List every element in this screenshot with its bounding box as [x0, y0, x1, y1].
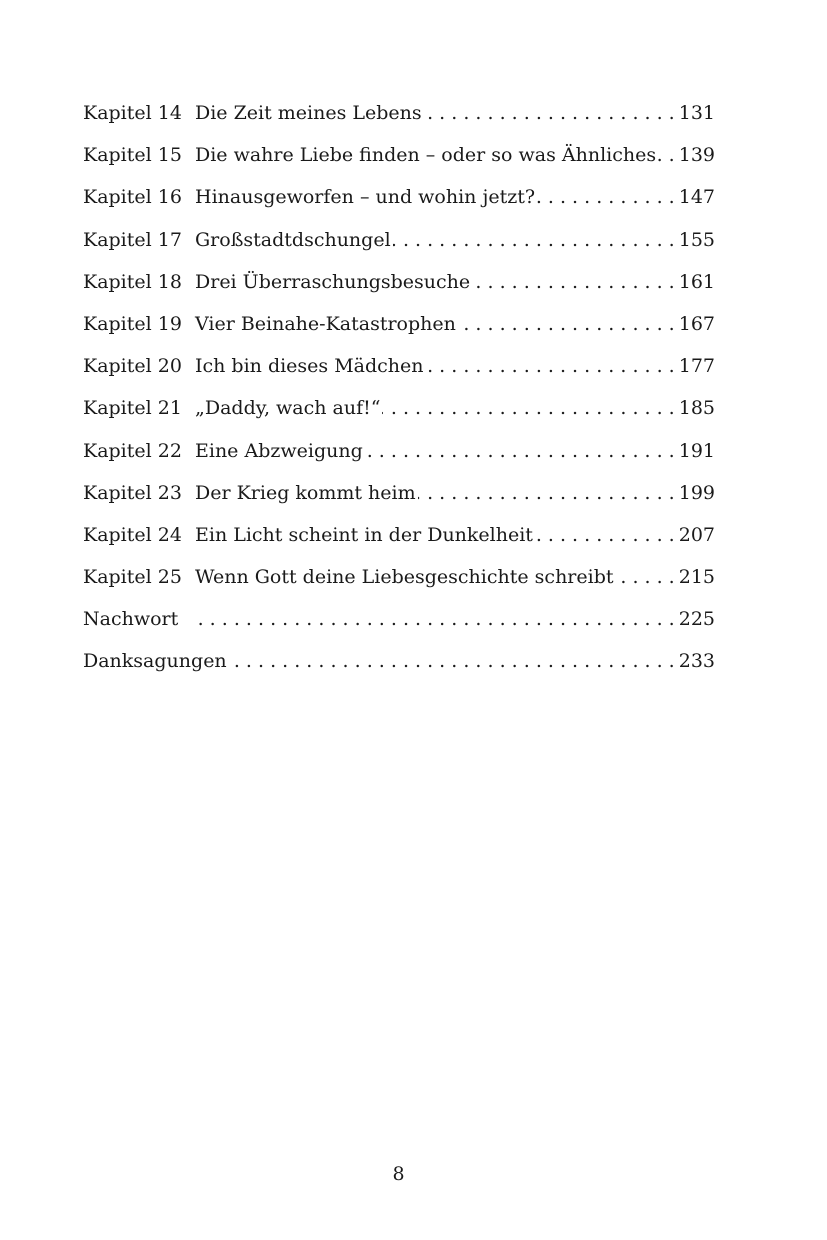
toc-section-title: Danksagungen — [83, 650, 227, 673]
toc-dot-leader — [393, 219, 675, 261]
toc-page-number: 167 — [678, 312, 715, 335]
toc-chapter-title: Hinausgeworfen – und wohin jetzt? — [195, 186, 536, 209]
toc-chapter-label: Kapitel 22 — [83, 439, 182, 462]
toc-entry-kapitel-24 — [83, 514, 715, 556]
toc-chapter-label: Kapitel 25 — [83, 566, 182, 589]
toc-dot-leader — [535, 514, 675, 556]
toc-page-number: 199 — [678, 481, 715, 504]
toc-entry-kapitel-15 — [83, 134, 715, 176]
table-of-contents — [83, 92, 715, 683]
toc-entry-kapitel-23 — [83, 472, 715, 514]
toc-dot-leader — [195, 598, 675, 640]
toc-page-number: 215 — [678, 566, 715, 589]
toc-entry-kapitel-21 — [83, 387, 715, 429]
toc-dot-leader — [424, 92, 675, 134]
toc-entry-kapitel-20 — [83, 345, 715, 387]
toc-page-number: 225 — [678, 608, 715, 631]
toc-chapter-label: Kapitel 17 — [83, 228, 182, 251]
toc-chapter-title: Großstadtdschungel — [195, 228, 391, 251]
toc-page-number: 161 — [678, 270, 715, 293]
toc-chapter-label: Kapitel 16 — [83, 186, 182, 209]
toc-chapter-title: Ich bin dieses Mädchen — [195, 355, 424, 378]
toc-chapter-title: Eine Abzweigung — [195, 439, 363, 462]
toc-dot-leader — [458, 303, 675, 345]
toc-chapter-label: Kapitel 19 — [83, 312, 182, 335]
toc-page-number: 131 — [678, 102, 715, 124]
toc-page-number: 233 — [678, 650, 715, 673]
toc-entry-kapitel-22 — [83, 430, 715, 472]
toc-section-title: Nachwort — [83, 608, 179, 631]
toc-chapter-title: Die wahre Liebe finden – oder so was Ähnliches — [195, 144, 657, 167]
toc-chapter-title: Die Zeit meines Lebens — [195, 102, 422, 124]
toc-entry-kapitel-25 — [83, 556, 715, 598]
toc-page-number: 185 — [678, 397, 715, 420]
toc-dot-leader — [365, 430, 675, 472]
toc-chapter-label: Kapitel 14 — [83, 102, 182, 124]
toc-dot-leader — [537, 176, 675, 218]
toc-entry-danksagungen — [83, 640, 715, 682]
toc-chapter-label: Kapitel 18 — [83, 270, 182, 293]
toc-chapter-title: „Daddy, wach auf!“ — [195, 397, 381, 420]
toc-chapter-title: Ein Licht scheint in der Dunkelheit — [195, 523, 533, 546]
toc-dot-leader — [418, 472, 675, 514]
page-number: 8 — [392, 1163, 405, 1185]
toc-entry-kapitel-19 — [83, 303, 715, 345]
toc-dot-leader — [233, 640, 675, 682]
toc-dot-leader — [382, 387, 674, 429]
toc-page-number: 139 — [678, 144, 715, 167]
toc-entry-kapitel-16 — [83, 176, 715, 218]
toc-page-number: 147 — [678, 186, 715, 209]
toc-page-number: 191 — [678, 439, 715, 462]
toc-chapter-label: Kapitel 24 — [83, 523, 182, 546]
toc-chapter-title: Vier Beinahe-Katastrophen — [195, 312, 456, 335]
toc-chapter-label: Kapitel 23 — [83, 481, 182, 504]
toc-dot-leader — [616, 556, 675, 598]
toc-dot-leader — [658, 134, 675, 176]
toc-chapter-title: Wenn Gott deine Liebesgeschichte schreibt — [195, 566, 614, 589]
toc-chapter-label: Kapitel 20 — [83, 355, 182, 378]
toc-chapter-label: Kapitel 15 — [83, 144, 182, 167]
toc-chapter-title: Der Krieg kommt heim — [195, 481, 416, 504]
toc-page-number: 155 — [678, 228, 715, 251]
toc-chapter-title: Drei Überraschungsbesuche — [195, 270, 471, 293]
toc-page-number: 207 — [678, 523, 715, 546]
toc-dot-leader — [472, 261, 675, 303]
toc-entry-kapitel-18 — [83, 261, 715, 303]
toc-dot-leader — [426, 345, 675, 387]
toc-page-number: 177 — [678, 355, 715, 378]
toc-entry-nachwort — [83, 598, 715, 640]
toc-entry-kapitel-17 — [83, 219, 715, 261]
toc-entry-kapitel-14 — [83, 92, 715, 134]
toc-chapter-label: Kapitel 21 — [83, 397, 182, 420]
